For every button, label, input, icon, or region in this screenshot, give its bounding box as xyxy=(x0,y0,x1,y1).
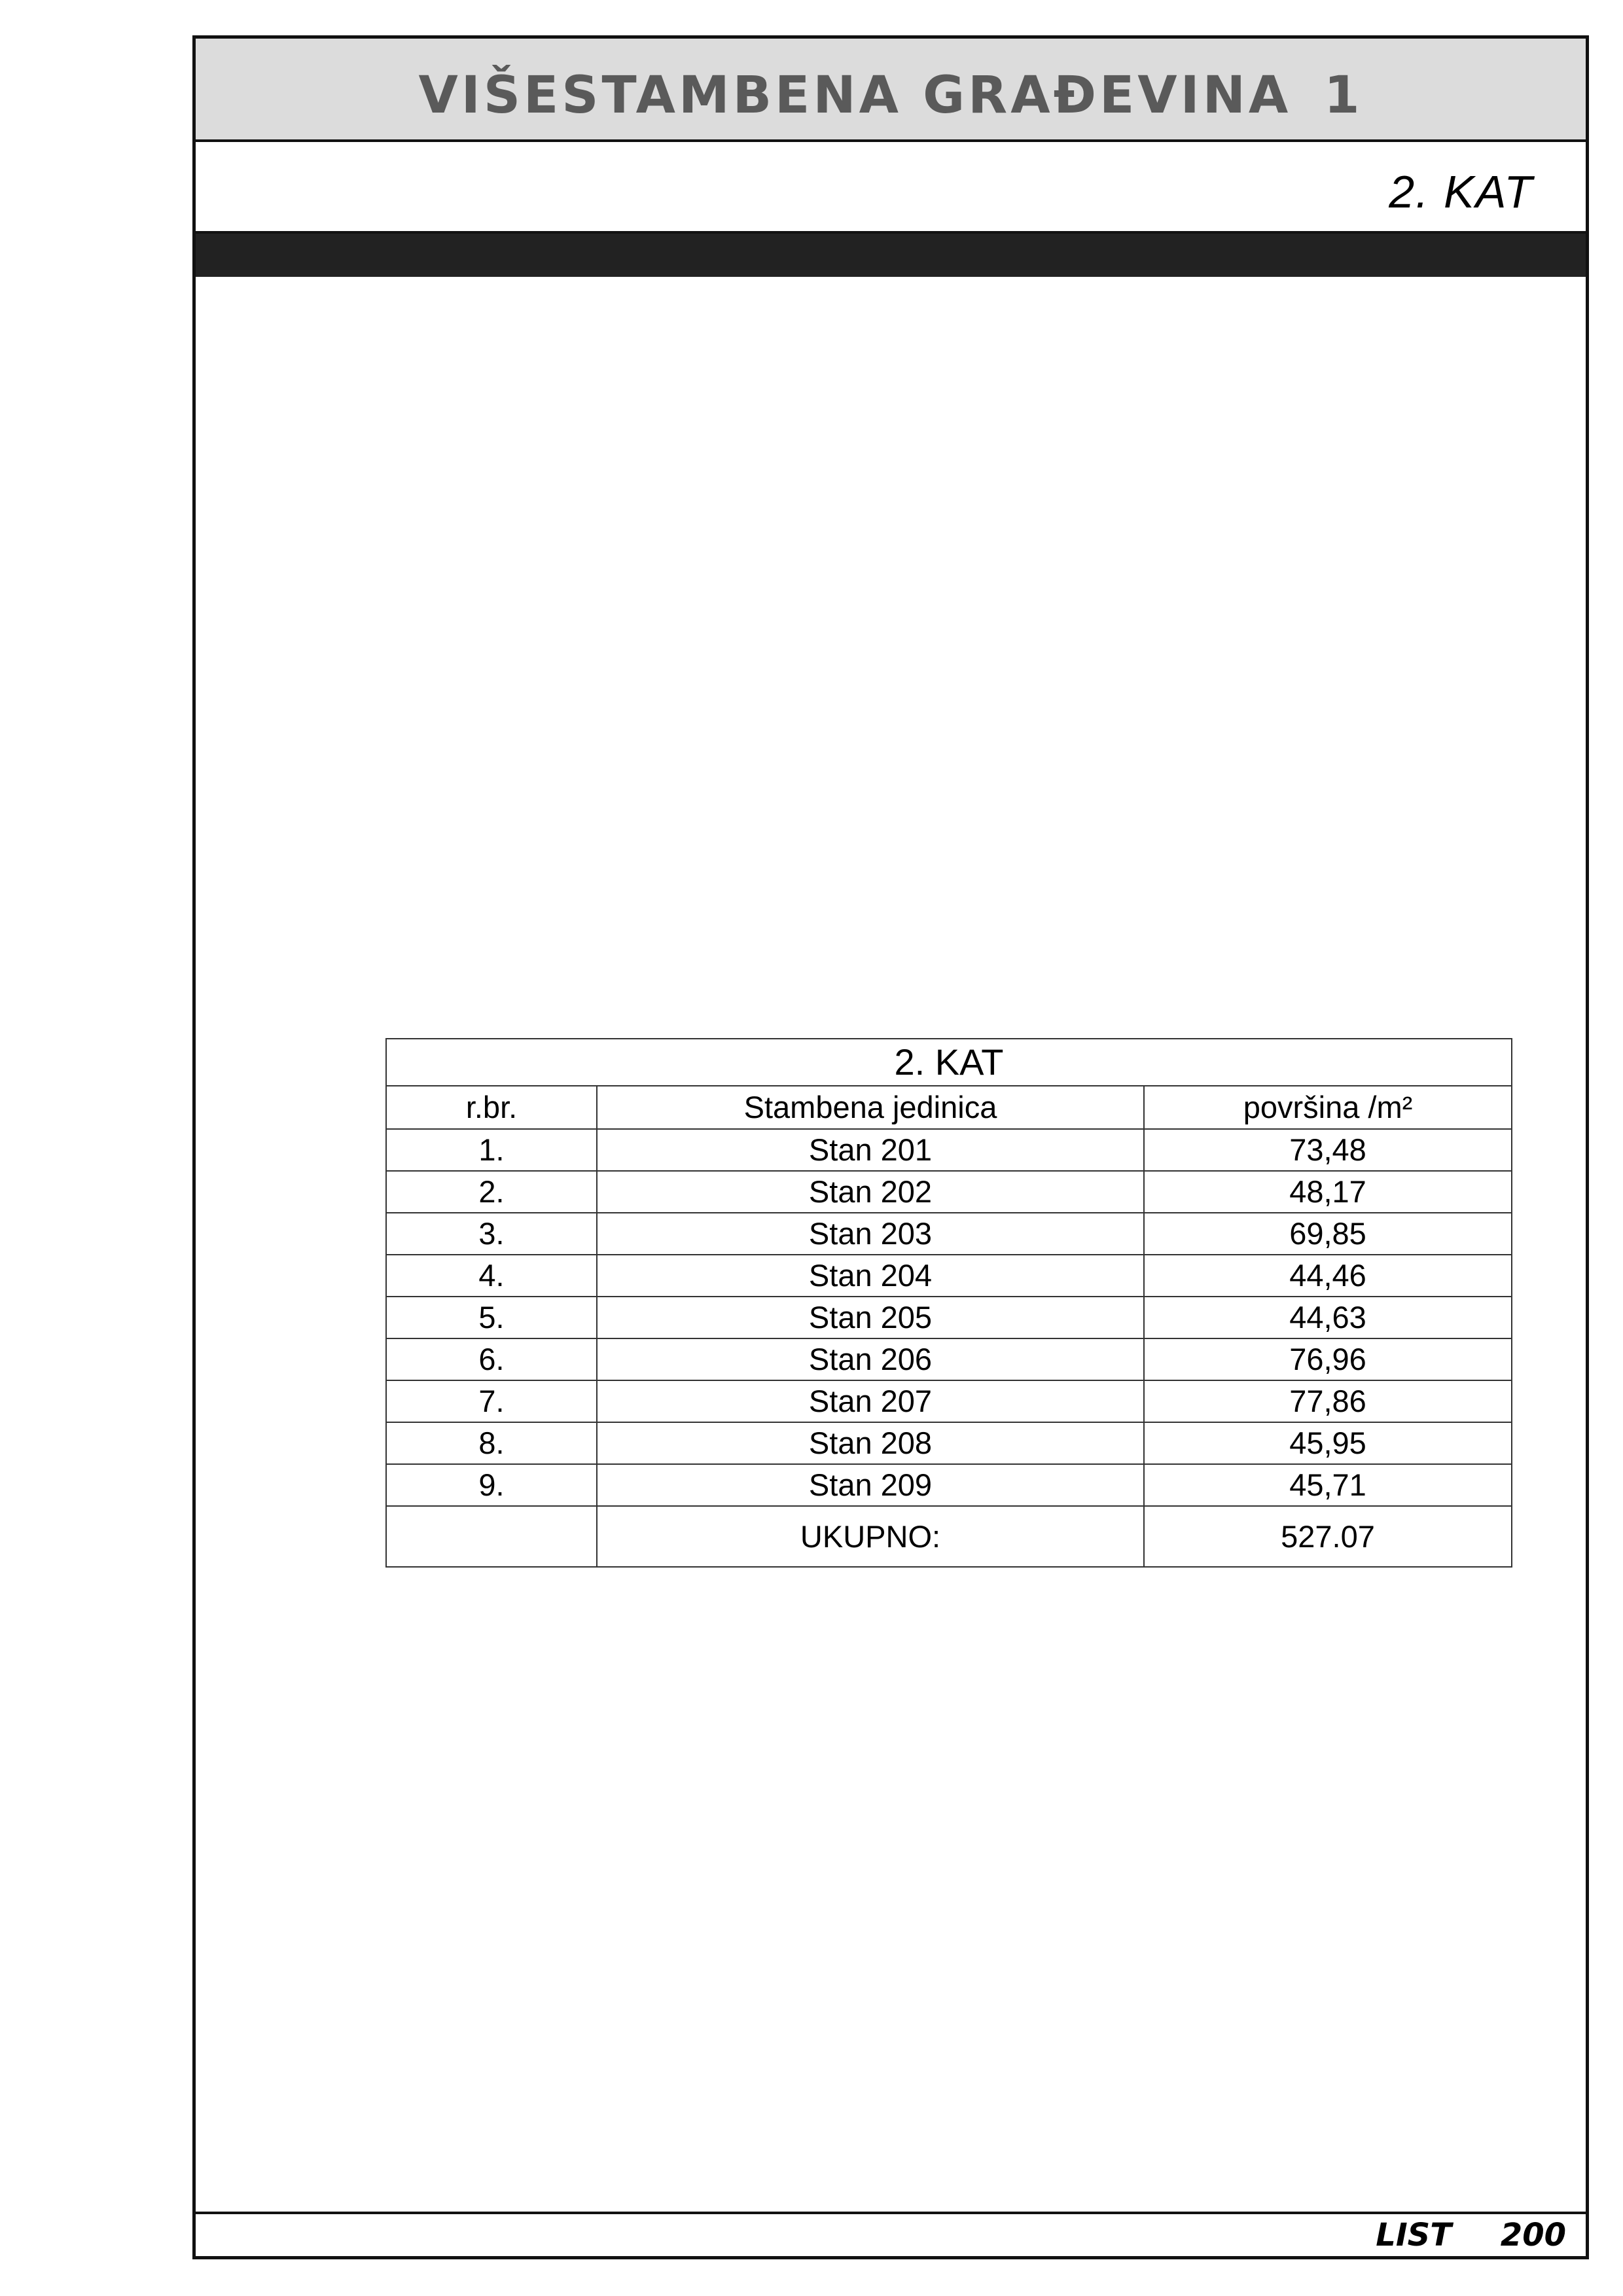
column-header-area: površina /m² xyxy=(1144,1086,1512,1129)
footer-block xyxy=(196,2212,1586,2256)
unit-area: 45,71 xyxy=(1144,1464,1512,1506)
row-number: 6. xyxy=(386,1338,597,1380)
sheet-label: LIST xyxy=(1376,2217,1452,2253)
row-number: 7. xyxy=(386,1380,597,1422)
total-value: 527.07 xyxy=(1144,1506,1512,1567)
area-table xyxy=(385,1038,1512,1568)
floor-subtitle: 2. KAT xyxy=(1389,166,1533,217)
table-caption-row xyxy=(386,1039,1512,1086)
unit-name: Stan 201 xyxy=(597,1129,1144,1171)
unit-name: Stan 209 xyxy=(597,1464,1144,1506)
row-number: 4. xyxy=(386,1255,597,1297)
unit-area: 48,17 xyxy=(1144,1171,1512,1213)
unit-name: Stan 204 xyxy=(597,1255,1144,1297)
row-number: 1. xyxy=(386,1129,597,1171)
sheet-number: 200 xyxy=(1500,2217,1566,2253)
document-title xyxy=(196,66,1586,125)
table-header-row xyxy=(386,1086,1512,1129)
unit-area: 77,86 xyxy=(1144,1380,1512,1422)
row-number: 3. xyxy=(386,1213,597,1255)
unit-area: 44,63 xyxy=(1144,1297,1512,1338)
row-number: 5. xyxy=(386,1297,597,1338)
table-row xyxy=(386,1422,1512,1464)
sheet-frame xyxy=(192,35,1589,2259)
table-row xyxy=(386,1297,1512,1338)
table-row xyxy=(386,1213,1512,1255)
total-empty-cell xyxy=(386,1506,597,1567)
subtitle-block xyxy=(196,142,1586,234)
separator-bar xyxy=(196,234,1586,277)
title-text: VIŠESTAMBENA GRAĐEVINA xyxy=(418,66,1292,125)
table-row xyxy=(386,1464,1512,1506)
unit-name: Stan 206 xyxy=(597,1338,1144,1380)
unit-area: 76,96 xyxy=(1144,1338,1512,1380)
unit-area: 44,46 xyxy=(1144,1255,1512,1297)
row-number: 9. xyxy=(386,1464,597,1506)
unit-area: 45,95 xyxy=(1144,1422,1512,1464)
row-number: 2. xyxy=(386,1171,597,1213)
table-row xyxy=(386,1255,1512,1297)
area-table-container xyxy=(385,1038,1511,1568)
table-row xyxy=(386,1338,1512,1380)
table-row xyxy=(386,1380,1512,1422)
unit-area: 73,48 xyxy=(1144,1129,1512,1171)
column-header-number: r.br. xyxy=(386,1086,597,1129)
table-row xyxy=(386,1171,1512,1213)
row-number: 8. xyxy=(386,1422,597,1464)
unit-name: Stan 202 xyxy=(597,1171,1144,1213)
unit-name: Stan 207 xyxy=(597,1380,1144,1422)
unit-name: Stan 203 xyxy=(597,1213,1144,1255)
table-total-row xyxy=(386,1506,1512,1567)
title-number: 1 xyxy=(1324,66,1363,125)
unit-area: 69,85 xyxy=(1144,1213,1512,1255)
total-label: UKUPNO: xyxy=(597,1506,1144,1567)
table-caption: 2. KAT xyxy=(386,1039,1512,1086)
table-row xyxy=(386,1129,1512,1171)
unit-name: Stan 205 xyxy=(597,1297,1144,1338)
title-block xyxy=(196,39,1586,142)
unit-name: Stan 208 xyxy=(597,1422,1144,1464)
column-header-unit: Stambena jedinica xyxy=(597,1086,1144,1129)
